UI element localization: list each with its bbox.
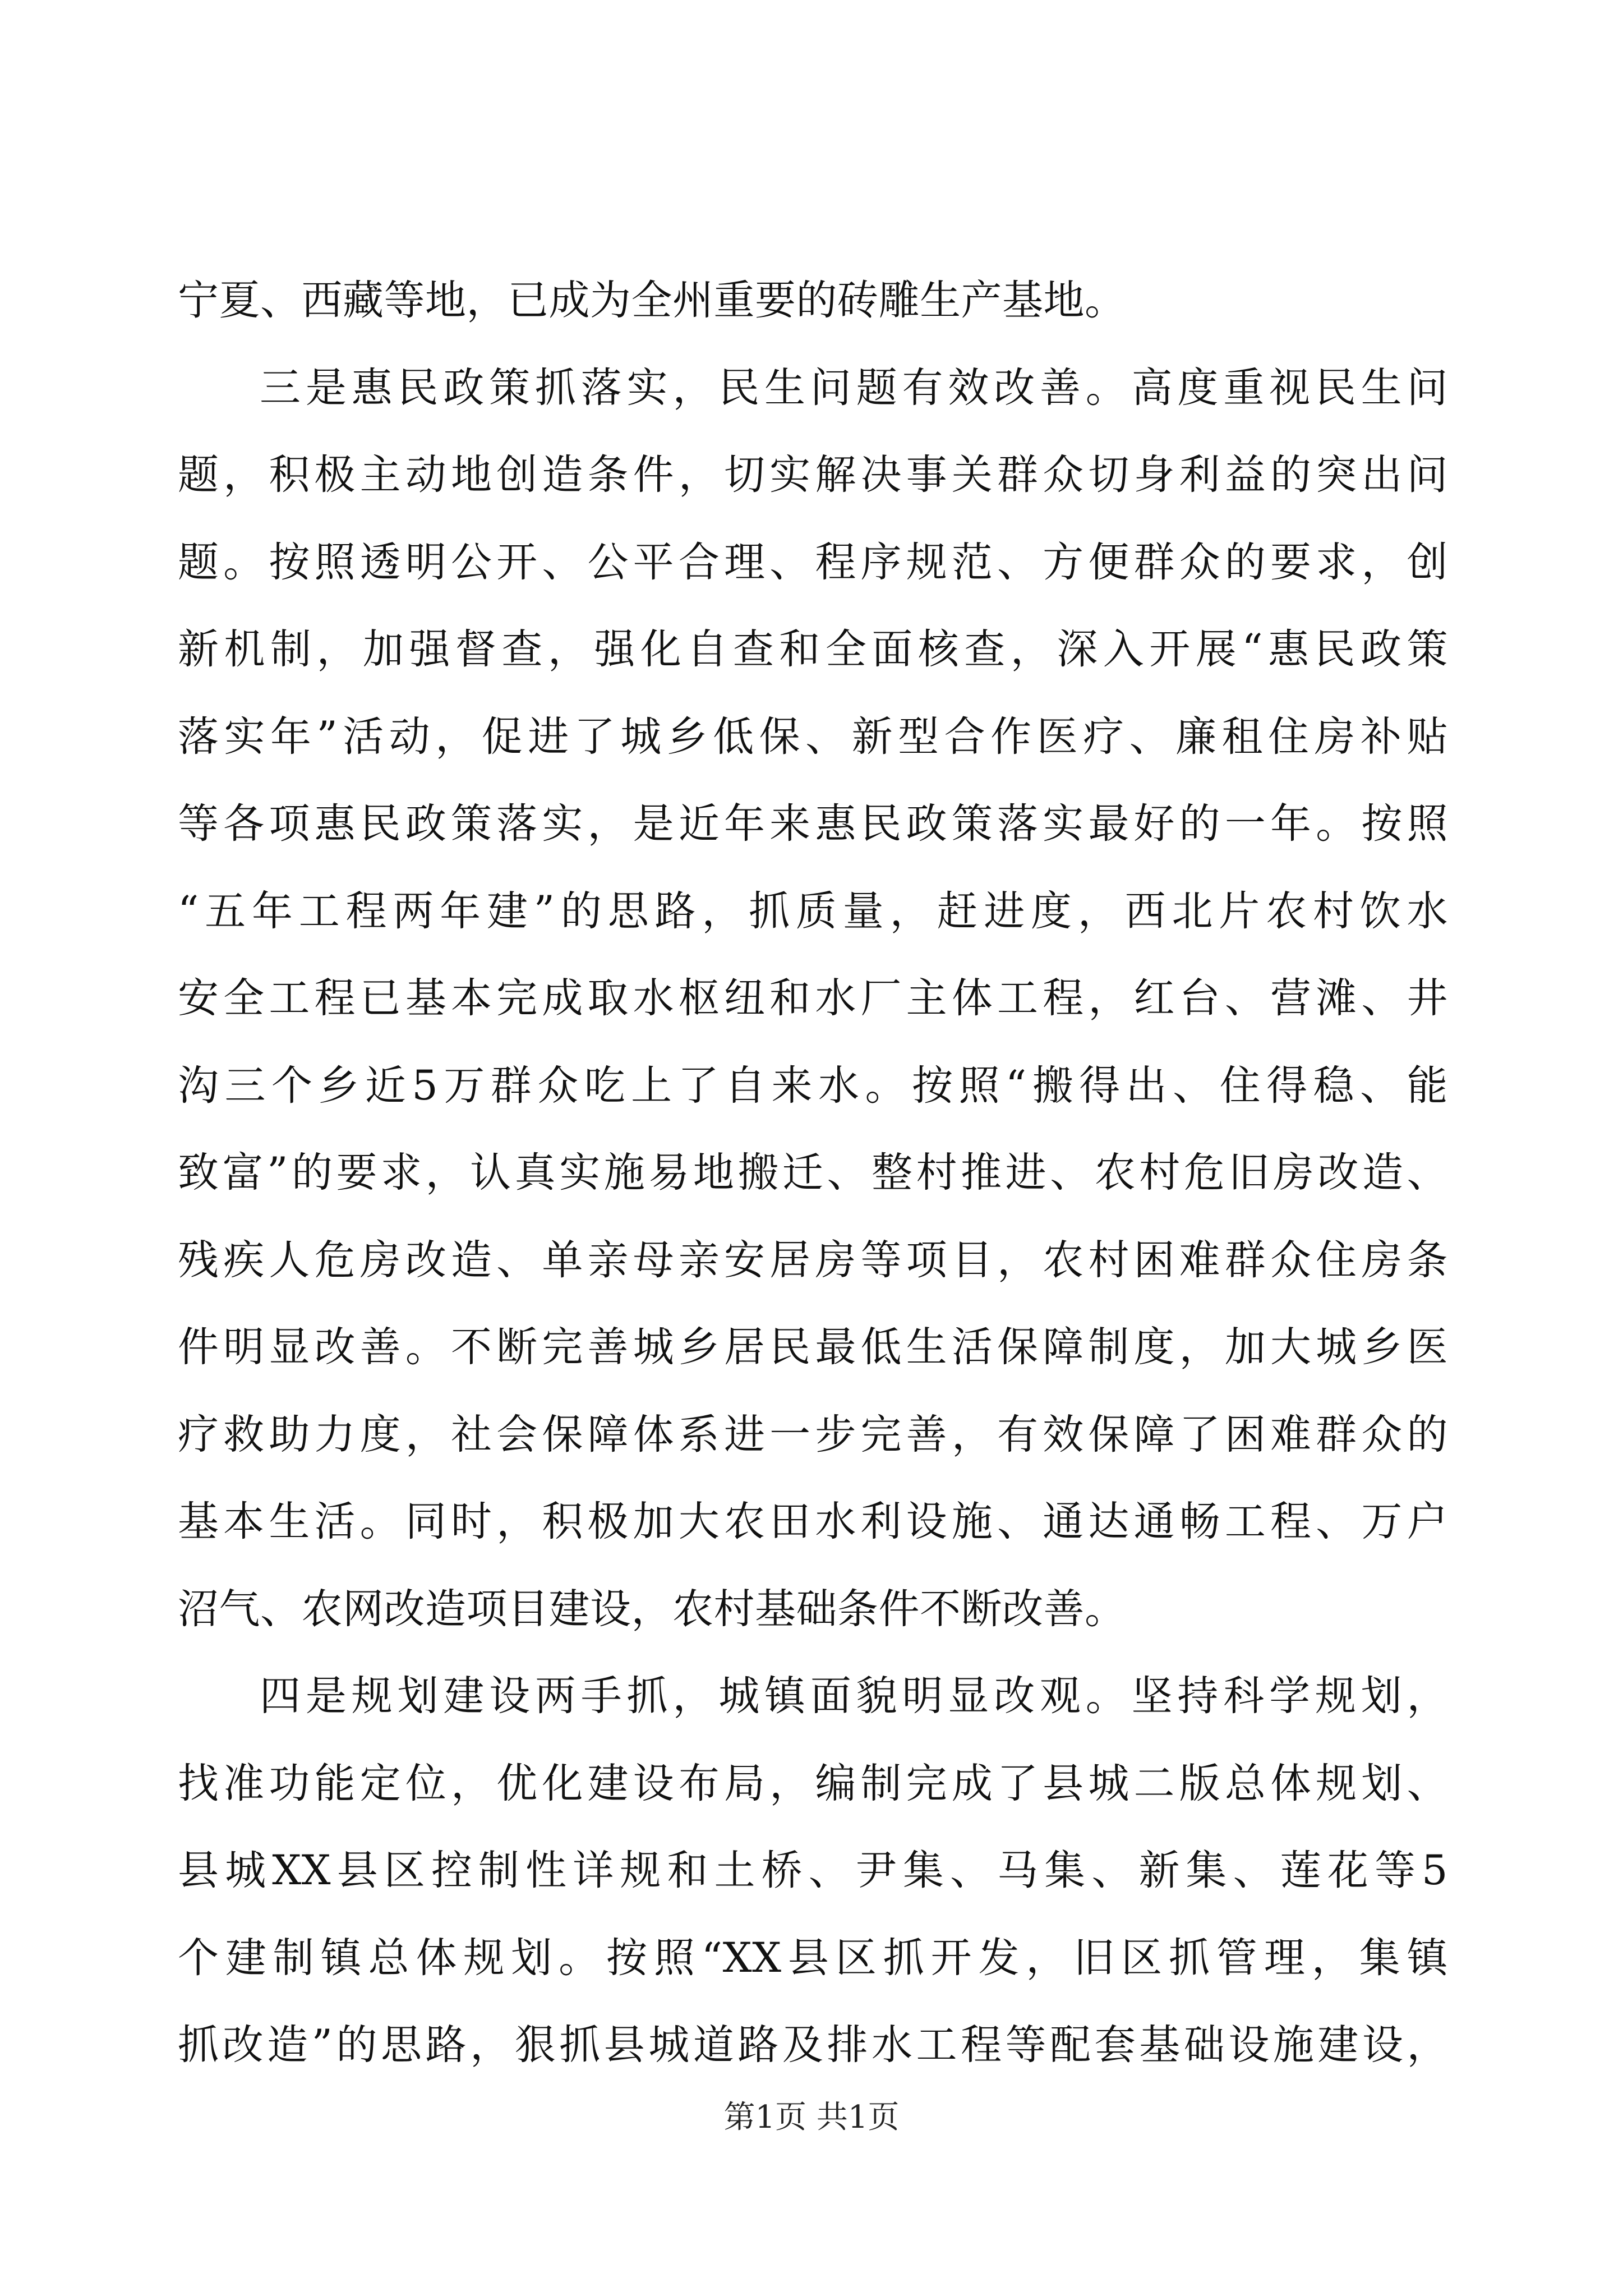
text-line: 沼气、农网改造项目建设，农村基础条件不断改善。: [178, 1585, 1126, 1633]
text-line: 安全工程已基本完成取水枢纽和水厂主体工程，红台、营滩、井: [178, 974, 1448, 1022]
paragraph-heading-line: 三是惠民政策抓落实，民生问题有效改善。高度重视民生问: [260, 364, 1448, 412]
body-text: [178, 257, 1448, 2089]
text-line: 县城XX县区控制性详规和土桥、尹集、马集、新集、莲花等5: [178, 1847, 1448, 1894]
text-line: 基本生活。同时，积极加大农田水利设施、通达通畅工程、万户: [178, 1498, 1448, 1545]
paragraph-heading-line: 四是规划建设两手抓，城镇面貌明显改观。坚持科学规划，: [260, 1672, 1448, 1720]
text-line: 题。按照透明公开、公平合理、程序规范、方便群众的要求，创: [178, 538, 1448, 586]
text-line: 等各项惠民政策落实，是近年来惠民政策落实最好的一年。按照: [178, 800, 1448, 848]
text-line: 找准功能定位，优化建设布局，编制完成了县城二版总体规划、: [178, 1759, 1448, 1807]
text-line: 抓改造”的思路，狠抓县城道路及排水工程等配套基础设施建设，: [178, 2021, 1448, 2069]
text-line: 残疾人危房改造、单亲母亲安居房等项目，农村困难群众住房条: [178, 1236, 1448, 1284]
page-footer: [0, 2098, 1623, 2137]
page-number: 第1页 共1页: [723, 2099, 900, 2136]
text-line: “五年工程两年建”的思路，抓质量，赶进度，西北片农村饮水: [178, 887, 1448, 935]
text-line: 个建制镇总体规划。按照“XX县区抓开发，旧区抓管理，集镇: [178, 1934, 1448, 1982]
text-line: 疗救助力度，社会保障体系进一步完善，有效保障了困难群众的: [178, 1410, 1448, 1458]
text-line: 件明显改善。不断完善城乡居民最低生活保障制度，加大城乡医: [178, 1323, 1448, 1371]
text-line: 题，积极主动地创造条件，切实解决事关群众切身利益的突出问: [178, 451, 1448, 499]
text-line: 宁夏、西藏等地，已成为全州重要的砖雕生产基地。: [178, 277, 1126, 324]
text-line: 落实年”活动，促进了城乡低保、新型合作医疗、廉租住房补贴: [178, 712, 1448, 761]
text-line: 新机制，加强督查，强化自查和全面核查，深入开展“惠民政策: [178, 625, 1448, 673]
text-line: 致富”的要求，认真实施易地搬迁、整村推进、农村危旧房改造、: [178, 1149, 1448, 1197]
text-line: 沟三个乡近5万群众吃上了自来水。按照“搬得出、住得稳、能: [178, 1061, 1448, 1110]
